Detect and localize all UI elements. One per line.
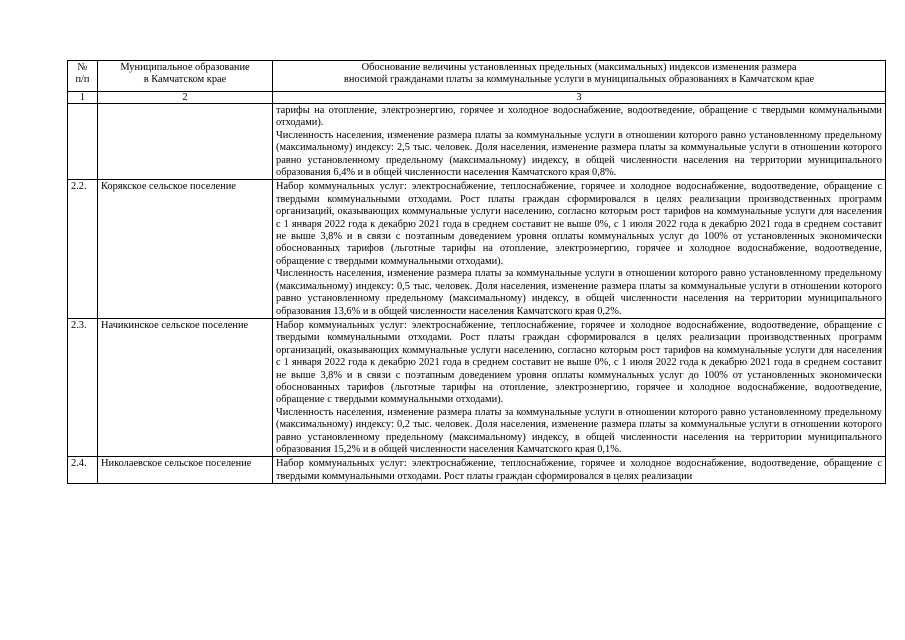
column-number: 2 — [98, 92, 273, 104]
header-number: № п/п — [68, 61, 98, 92]
justification-text — [273, 457, 886, 484]
municipality-name — [98, 104, 273, 180]
row-number: 2.4. — [68, 457, 98, 484]
municipality-name: Корякское сельское поселение — [98, 180, 273, 318]
column-number: 1 — [68, 92, 98, 104]
indices-table — [67, 60, 886, 484]
row-number: 2.3. — [68, 318, 98, 456]
row-number — [68, 104, 98, 180]
table-row — [68, 104, 886, 180]
table-row — [68, 180, 886, 318]
column-number: 3 — [273, 92, 886, 104]
table-row — [68, 457, 886, 484]
justification-paragraph: Набор коммунальных услуг: электроснабжение, теплоснабжение, горячее и холодное водоснабжение, водоотведение, обращение с твердыми коммунальными отходами. Рост платы граждан сформировался в целях реализации — [276, 458, 882, 482]
justification-text — [273, 180, 886, 318]
municipality-name: Начикинское сельское поселение — [98, 318, 273, 456]
justification-paragraph: Численность населения, изменение размера платы за коммунальные услуги в отношении которого равно установленному предельному (максимальному) индексу: 0,2 тыс. человек. Доля населения, изменение размера платы за коммунальные услуги в отношении которого равно установленному предельному (максимальному) индексу, в общей численности населения на территории муниципального образования 15,2% и в общей численности населения Камчатского края 0,1%. — [276, 406, 882, 455]
table-header-row — [68, 61, 886, 92]
header-justification: Обоснование величины установленных предельных (максимальных) индексов изменения размера вносимой гражданами платы за коммунальные услуги в муниципальных образованиях в Камчатском крае — [273, 61, 886, 92]
row-number: 2.2. — [68, 180, 98, 318]
justification-paragraph: Набор коммунальных услуг: электроснабжение, теплоснабжение, горячее и холодное водоснабжение, водоотведение, обращение с твердыми коммунальными отходами. Рост платы граждан сформировался в целях реализации производственных программ организаций, оказывающих коммунальные услуги населению, согласно которым рост тарифов на коммунальные услуги для населения с 1 января 2022 года к декабрю 2021 года в среднем составит не выше 0%, с 1 июля 2022 года к декабрю 2021 года в среднем составит не выше 3,8% и в связи с поэтапным доведением уровня оплаты коммунальных услуг до 100% от установленных экономически обоснованных тарифов (льготные тарифы на отопление, электроэнергию, горячее и холодное водоснабжение, водоотведение, обращение с твердыми коммунальными отходами). — [276, 181, 882, 267]
justification-paragraph: тарифы на отопление, электроэнергию, горячее и холодное водоснабжение, водоотведение, обращение с твердыми коммунальными отходами). — [276, 105, 882, 129]
justification-paragraph: Набор коммунальных услуг: электроснабжение, теплоснабжение, горячее и холодное водоснабжение, водоотведение, обращение с твердыми коммунальными отходами. Рост платы граждан сформировался в целях реализации производственных программ организаций, оказывающих коммунальные услуги населению, согласно которым рост тарифов на коммунальные услуги для населения с 1 января 2022 года к декабрю 2021 года в среднем составит не выше 0%, с 1 июля 2022 года к декабрю 2021 года в среднем составит не выше 3,8% и в связи с поэтапным доведением уровня оплаты коммунальных услуг до 100% от установленных экономически обоснованных тарифов (льготные тарифы на отопление, электроэнергию, горячее и холодное водоснабжение, водоотведение, обращение с твердыми коммунальными отходами). — [276, 319, 882, 406]
justification-paragraph: Численность населения, изменение размера платы за коммунальные услуги в отношении которого равно установленному предельному (максимальному) индексу: 0,5 тыс. человек. Доля населения, изменение размера платы за коммунальные услуги в отношении которого равно установленному предельному (максимальному) индексу, в общей численности населения на территории муниципального образования 13,6% и в общей численности населения Камчатского края 0,2%. — [276, 268, 882, 317]
justification-text — [273, 104, 886, 180]
justification-paragraph: Численность населения, изменение размера платы за коммунальные услуги в отношении которого равно установленному предельному (максимальному) индексу: 2,5 тыс. человек. Доля населения, изменение размера платы за коммунальные услуги в отношении которого равно установленному предельному (максимальному) индексу, в общей численности населения на территории муниципального образования 6,4% и в общей численности населения Камчатского края 0,8%. — [276, 129, 882, 179]
header-municipality: Муниципальное образование в Камчатском крае — [98, 61, 273, 92]
table-row — [68, 318, 886, 456]
municipality-name: Николаевское сельское поселение — [98, 457, 273, 484]
justification-text — [273, 318, 886, 456]
column-number-row — [68, 92, 886, 104]
